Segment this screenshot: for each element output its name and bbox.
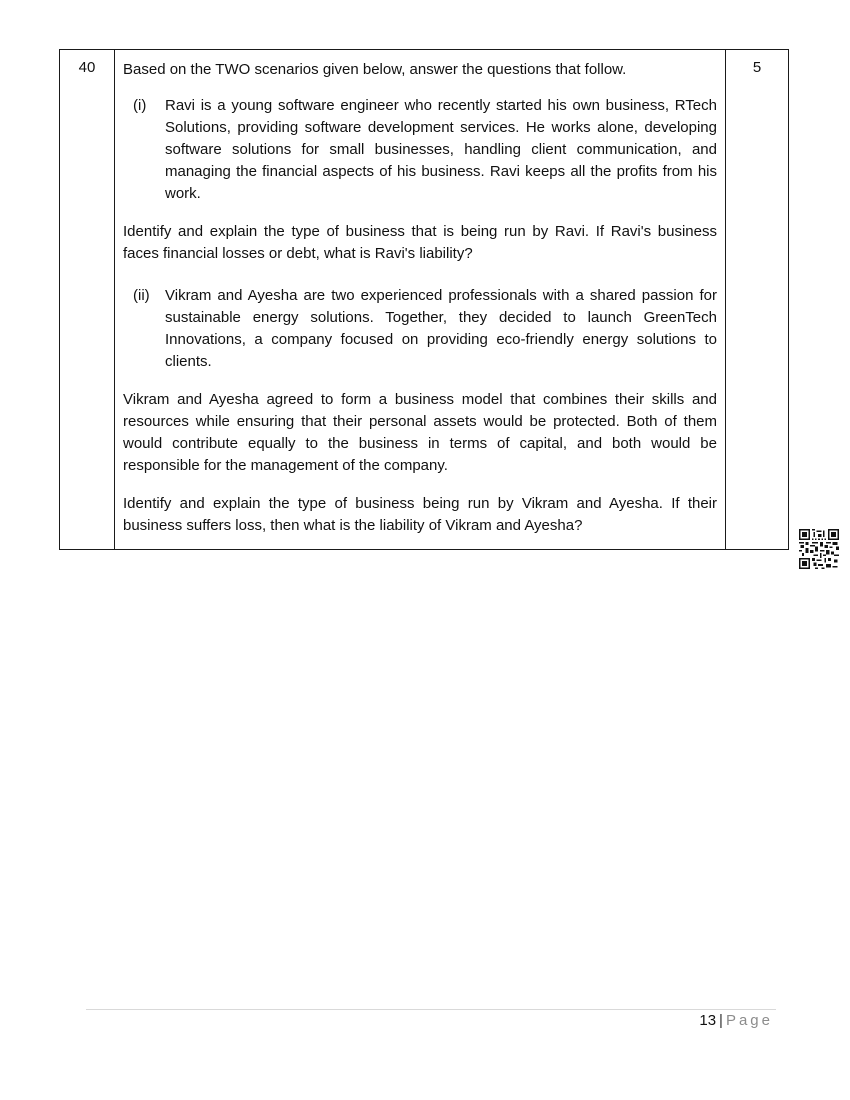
scenario-2-paragraph: Vikram and Ayesha agreed to form a business model that combines their skills and resources while ensuring that their personal assets would be protected. Both of them would contribute equally to the business in terms of capital, and both would be responsible for the management of the company.: [123, 391, 717, 474]
qr-code-icon: [799, 529, 839, 569]
question-number: 40: [60, 50, 115, 550]
page-number: 13: [699, 1012, 717, 1029]
scenario-1-question: Identify and explain the type of business that is being run by Ravi. If Ravi's business faces financial losses or debt, what is Ravi's liability?: [123, 223, 717, 262]
scenario-2-marker: (ii): [133, 287, 150, 304]
scenario-1-text: Ravi is a young software engineer who recently started his own business, RTech Solutions, providing software development services. He works alone, developing software solutions for small businesses, handling client communication, and managing the financial aspects of his business. Ravi keeps all the profits from his work.: [165, 97, 717, 202]
question-marks: 5: [726, 50, 789, 550]
footer-divider: [86, 1009, 776, 1010]
scenario-1-marker: (i): [133, 97, 147, 114]
scenario-2: [133, 285, 717, 373]
scenario-2-question: Identify and explain the type of business being run by Vikram and Ayesha. If their business suffers loss, then what is the liability of Vikram and Ayesha?: [123, 495, 717, 534]
scenario-2-text: Vikram and Ayesha are two experienced professionals with a shared passion for sustainable energy solutions. Together, they decided to launch GreenTech Innovations, a company focused on providing eco-friendly energy solutions to clients.: [165, 287, 717, 370]
page-footer: [699, 1012, 773, 1029]
page-separator: |: [719, 1012, 723, 1029]
page-label: Page: [725, 1012, 773, 1029]
question-table: [59, 49, 789, 550]
question-intro: Based on the TWO scenarios given below, answer the questions that follow.: [123, 61, 627, 78]
scenario-1: [133, 95, 717, 205]
question-body: [115, 50, 726, 550]
